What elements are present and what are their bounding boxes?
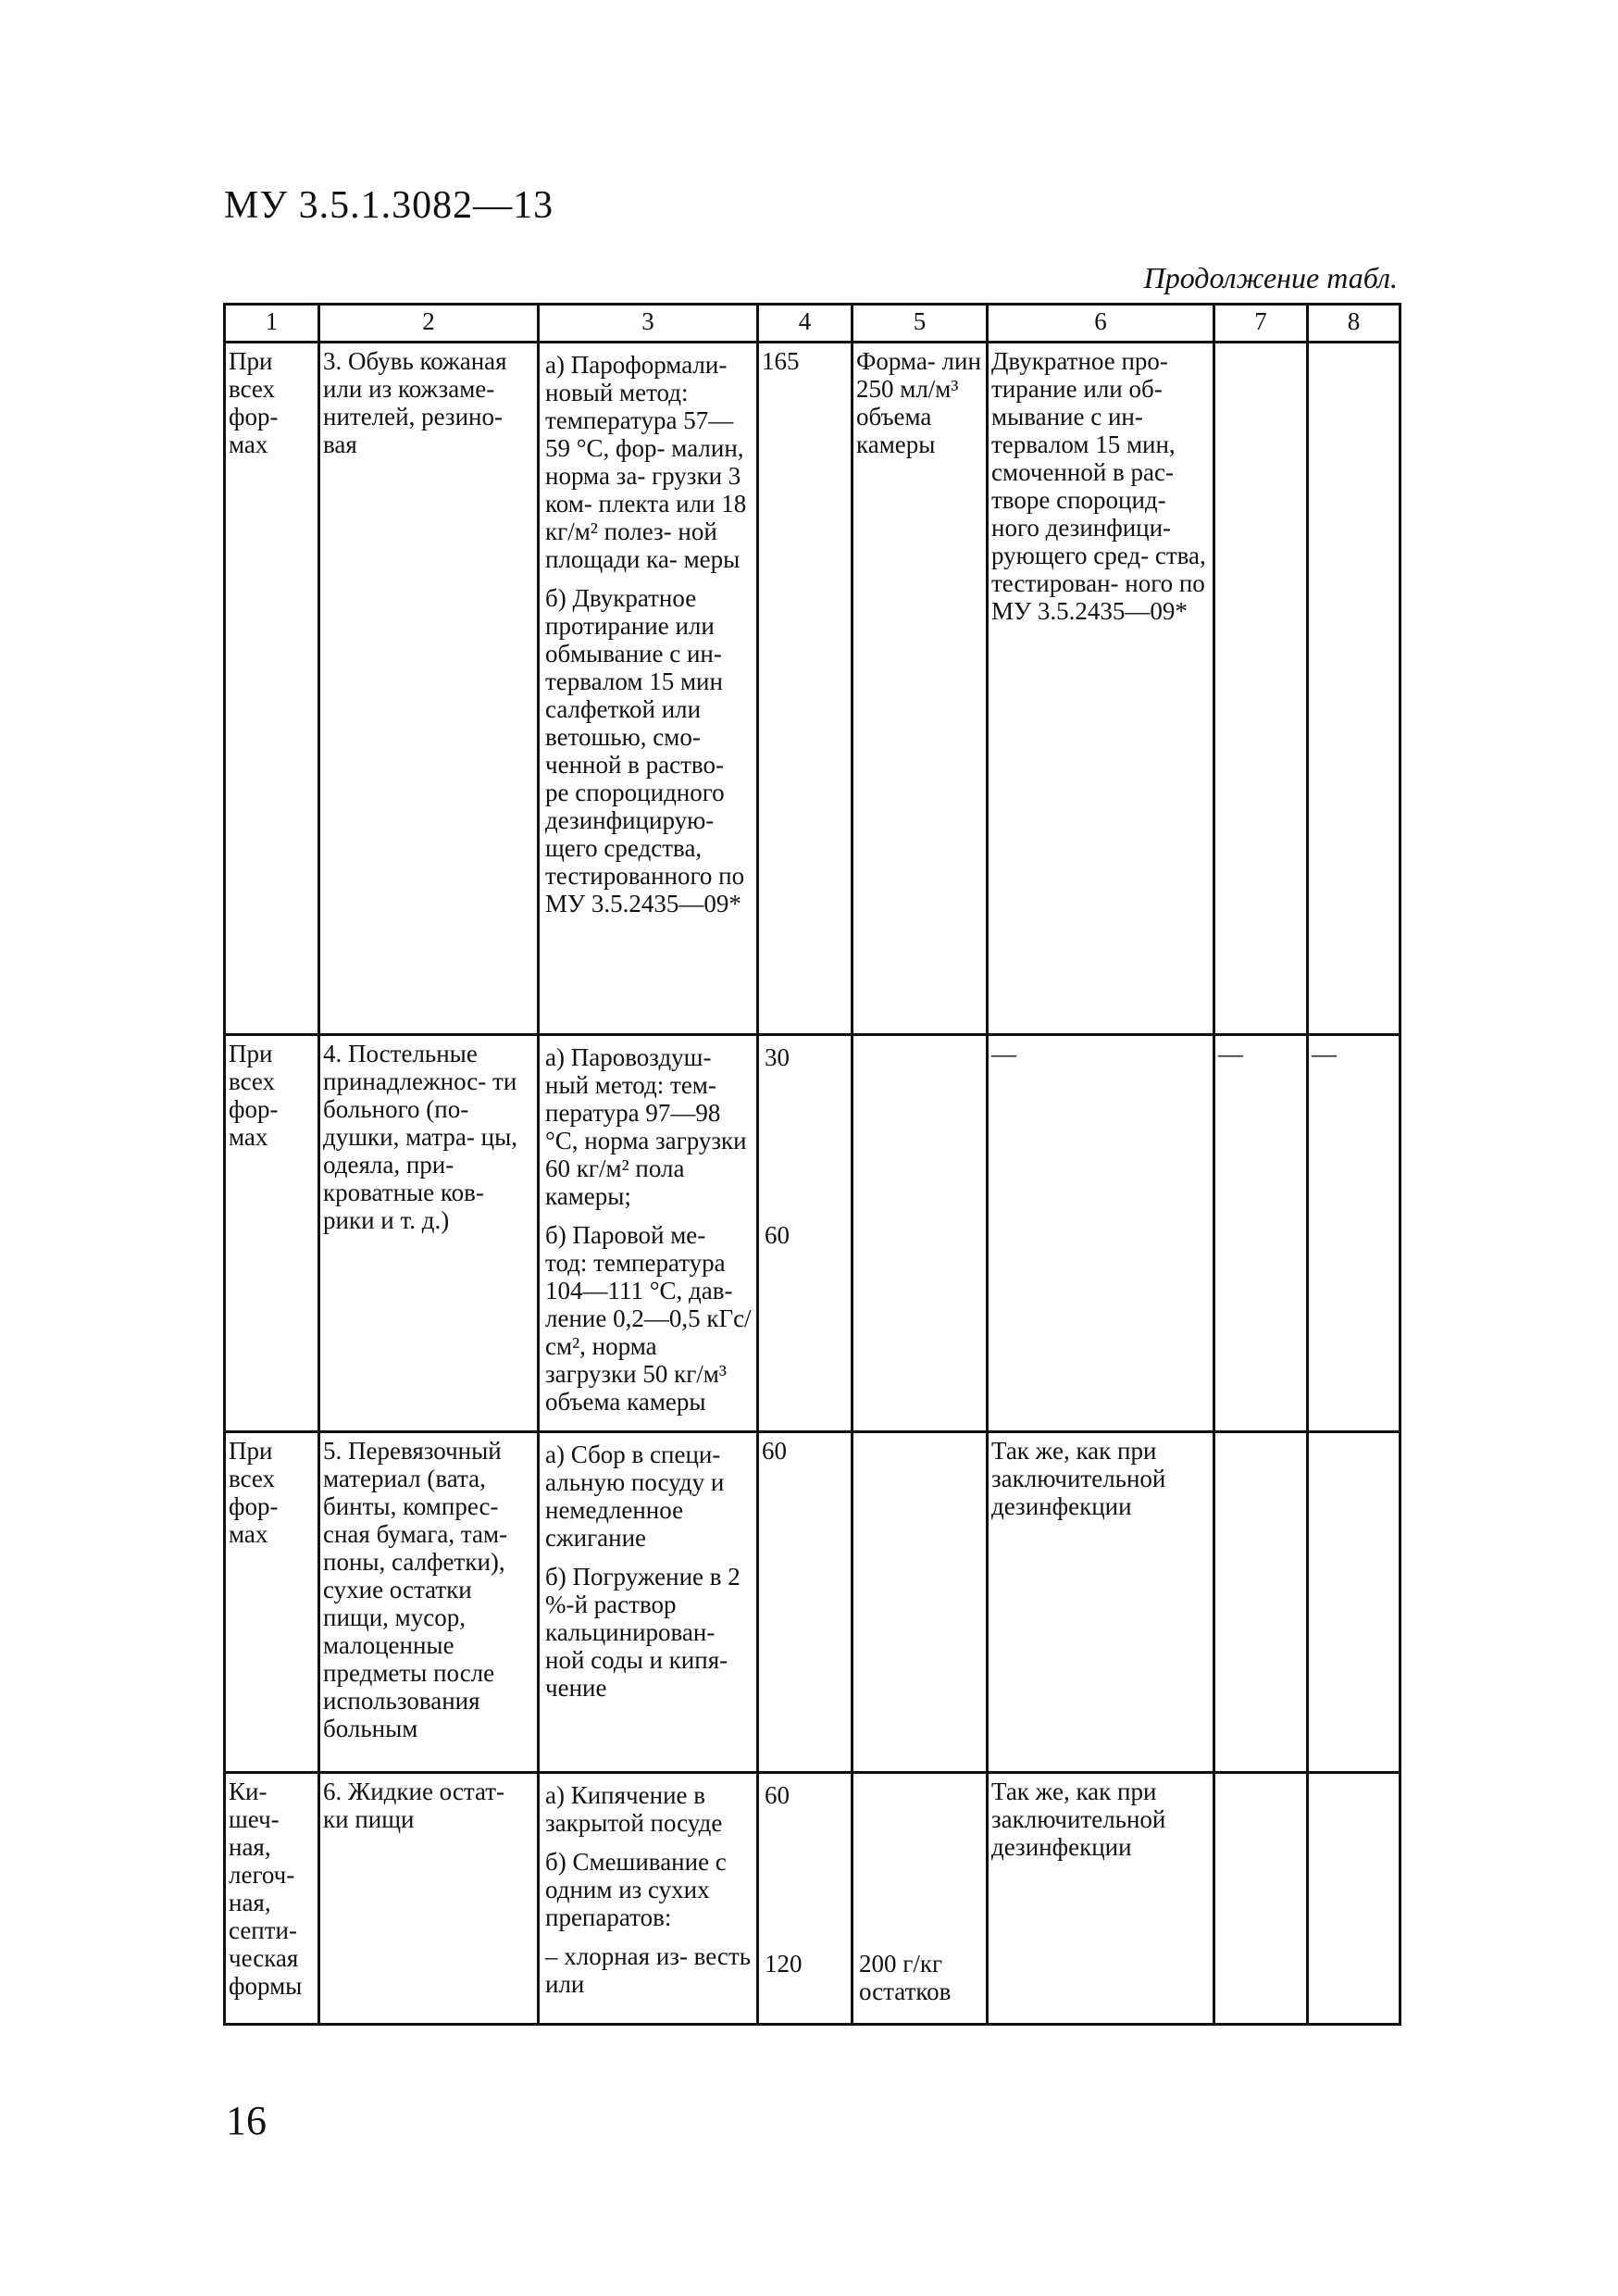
agent-cell bbox=[853, 1432, 988, 1773]
column-8-cell bbox=[1308, 1773, 1400, 2025]
final-disinfection-cell: Так же, как при заключительной дезинфекции bbox=[988, 1773, 1214, 2025]
agent-spacer bbox=[856, 1778, 984, 1946]
table-continuation-label: Продолжение табл. bbox=[1143, 261, 1398, 294]
column-8-cell bbox=[1308, 1432, 1400, 1773]
column-7-cell: — bbox=[1214, 1035, 1308, 1432]
method-item: б) Погружение в 2 %-й раствор кальцинирован- ной соды и кипя- чение bbox=[545, 1563, 741, 1702]
object-cell: 5. Перевязочный материал (вата, бинты, компрес- сная бумага, там- поны, салфетки), сухие остатки пищи, мусор, малоценные предметы после использования больным bbox=[319, 1432, 539, 1773]
column-header-6: 6 bbox=[988, 305, 1214, 343]
exposure-cell: 60 bbox=[758, 1432, 853, 1773]
method-item: б) Паровой ме- тод: температура 104—111 °С, дав- ление 0,2—0,5 кГс/см², норма загрузки 50 кг/м³ объема камеры bbox=[545, 1221, 752, 1416]
agent-cell: Форма- лин 250 мл/м³ объема камеры bbox=[853, 343, 988, 1035]
final-disinfection-cell: Так же, как при заключительной дезинфекции bbox=[988, 1432, 1214, 1773]
table-row bbox=[225, 1773, 1400, 2025]
page-number: 16 bbox=[226, 2098, 267, 2143]
column-header-4: 4 bbox=[758, 305, 853, 343]
exposure-value: 60 bbox=[765, 1221, 790, 1249]
infection-form-cell: Ки- шеч- ная, легоч- ная, септи- ческая формы bbox=[225, 1773, 319, 2025]
column-header-8: 8 bbox=[1308, 305, 1400, 343]
column-header-7: 7 bbox=[1214, 305, 1308, 343]
final-disinfection-cell: Двукратное про- тирание или об- мывание с ин- тервалом 15 мин, смоченной в рас- творе спороцид- ного дезинфици- рующего сред- ства, тестирован- ного по МУ 3.5.2435—09* bbox=[988, 343, 1214, 1035]
document-code: МУ 3.5.1.3082—13 bbox=[224, 184, 554, 227]
object-cell: 6. Жидкие остат- ки пищи bbox=[319, 1773, 539, 2025]
final-disinfection-cell: — bbox=[988, 1035, 1214, 1432]
agent-cell bbox=[853, 1773, 988, 2025]
column-header-5: 5 bbox=[853, 305, 988, 343]
method-cell bbox=[539, 1035, 758, 1432]
method-item: а) Кипячение в закрытой посуде bbox=[545, 1781, 723, 1837]
column-8-cell: — bbox=[1308, 1035, 1400, 1432]
column-7-cell bbox=[1214, 343, 1308, 1035]
infection-form-cell: При всех фор- мах bbox=[225, 1035, 319, 1432]
method-cell bbox=[539, 1432, 758, 1773]
method-item: а) Сбор в специ- альную посуду и немедленное сжигание bbox=[545, 1441, 725, 1552]
method-cell bbox=[539, 343, 758, 1035]
exposure-cell bbox=[758, 1773, 853, 2025]
method-item: а) Паровоздуш- ный метод: тем- пература 97—98 °С, норма загрузки 60 кг/м² пола камеры; bbox=[545, 1043, 747, 1210]
table-row bbox=[225, 343, 1400, 1035]
table-row bbox=[225, 1035, 1400, 1432]
method-cell bbox=[539, 1773, 758, 2025]
method-item: б) Двукратное протирание или обмывание с ин- тервалом 15 мин салфеткой или ветошью, смо- ченной в раство- ре спороцидного дезинфицирую- щего средства, тестированного по МУ 3.5.2435—09* bbox=[545, 584, 745, 917]
method-item: – хлорная из- весть или bbox=[545, 1942, 752, 1998]
column-number-row bbox=[225, 305, 1400, 343]
table-row bbox=[225, 1432, 1400, 1773]
column-header-3: 3 bbox=[539, 305, 758, 343]
column-header-2: 2 bbox=[319, 305, 539, 343]
exposure-cell bbox=[758, 1035, 853, 1432]
infection-form-cell: При всех фор- мах bbox=[225, 343, 319, 1035]
object-cell: 4. Постельные принадлежнос- ти больного (по- душки, матра- цы, одеяла, при- кроватные ков- рики и т. д.) bbox=[319, 1035, 539, 1432]
column-8-cell bbox=[1308, 343, 1400, 1035]
infection-form-cell: При всех фор- мах bbox=[225, 1432, 319, 1773]
agent-value: 200 г/кг остатков bbox=[859, 1950, 952, 2005]
method-item: а) Пароформали- новый метод: температура 57—59 °С, фор- малин, норма за- грузки 3 ком- плекта или 18 кг/м² полез- ной площади ка- меры bbox=[545, 351, 747, 573]
agent-cell bbox=[853, 1035, 988, 1432]
object-cell: 3. Обувь кожаная или из кожзаме- нителей, резино- вая bbox=[319, 343, 539, 1035]
exposure-cell: 165 bbox=[758, 343, 853, 1035]
method-item: б) Смешивание с одним из сухих препаратов: bbox=[545, 1848, 727, 1931]
exposure-value: 120 bbox=[765, 1950, 803, 1978]
column-7-cell bbox=[1214, 1432, 1308, 1773]
exposure-value: 60 bbox=[765, 1781, 790, 1809]
exposure-value: 30 bbox=[765, 1043, 790, 1071]
disinfection-table bbox=[223, 303, 1401, 2026]
column-7-cell bbox=[1214, 1773, 1308, 2025]
column-header-1: 1 bbox=[225, 305, 319, 343]
